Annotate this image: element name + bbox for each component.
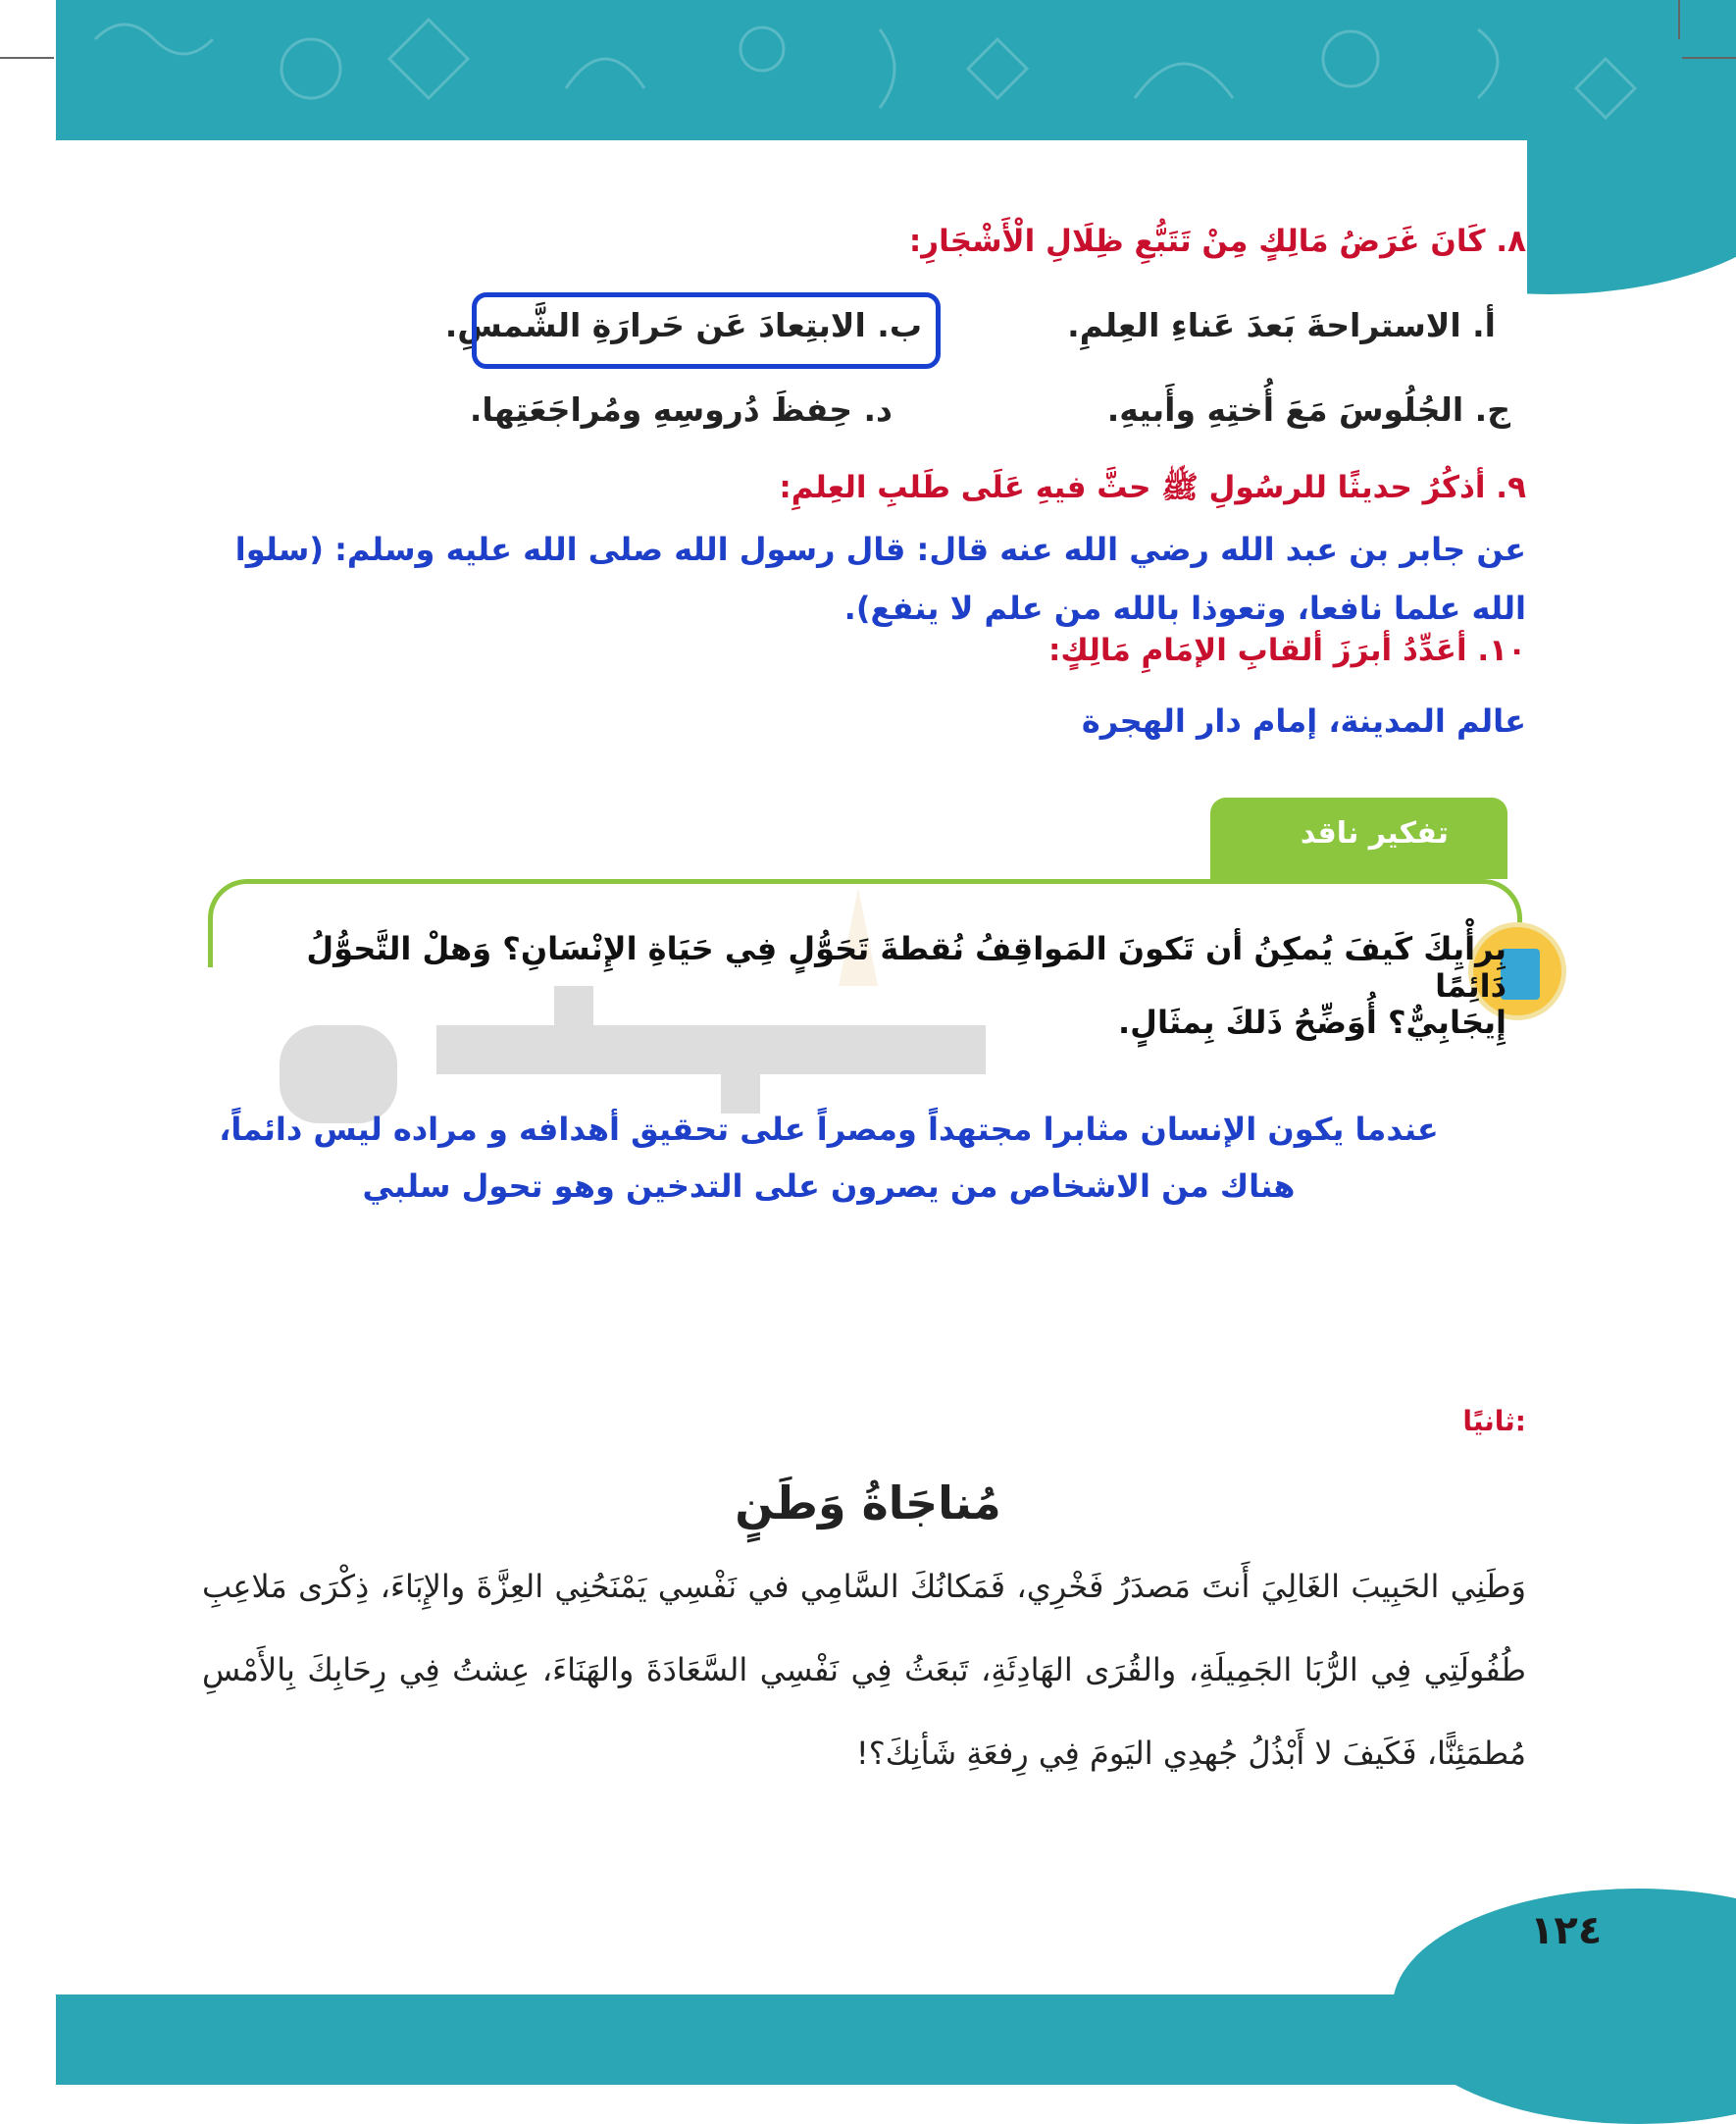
- question-9: ٩. أذكُرُ حديثًا للرسُولِ ﷺ حثَّ فيهِ عَلَى طَلبِ العِلمِ:: [779, 470, 1526, 505]
- critical-question-line2: إِيجَابِيٌّ؟ أُوَضِّحُ ذَلكَ بِمثَالٍ.: [1118, 1004, 1506, 1041]
- footer-band: [56, 1994, 1736, 2085]
- answer-10: عالم المدينة، إمام دار الهجرة: [1081, 702, 1526, 740]
- section-label: ثانيًا:: [1462, 1405, 1526, 1437]
- critical-thinking-label: تفكير ناقد: [1300, 816, 1449, 851]
- critical-thinking-tab: [1210, 798, 1507, 879]
- section-title: مُناجَاةُ وَطَنٍ: [735, 1476, 1001, 1529]
- critical-answer: عندما يكون الإنسان مثابرا مجتهداً ومصراً على تحقيق أهدافه و مراده ليس دائماً، هناك من الاشخاص من يصرون على التدخين وهو تحول سلبي: [219, 1111, 1439, 1205]
- answer-9: عن جابر بن عبد الله رضي الله عنه قال: قال رسول الله صلى الله عليه وسلم: (سلوا الله علما نافعا، وتعوذا بالله من علم لا ينفع).: [234, 531, 1526, 627]
- option-d: د. حِفظَ دُروسِهِ ومُراجَعَتِها.: [469, 390, 893, 429]
- option-a: أ. الاستراحةَ بَعدَ عَناءِ العِلمِ.: [1067, 306, 1496, 344]
- question-10: ١٠. أعَدِّدُ أبرَزَ ألقابِ الإمَامِ مَالِكٍ:: [1048, 633, 1526, 668]
- option-b: ب. الابتِعادَ عَن حَرارَةِ الشَّمسِ.: [444, 306, 922, 344]
- section-paragraph: وَطَنِي الحَبِيبَ الغَالِيَ أَنتَ مَصدَرُ فَخْرِي، فَمَكانُكَ السَّامِي في نَفْسِي يَمْنَحُنِي العِزَّةَ والإِبَاءَ، ذِكْرَى مَلاعِبِ طُفُولَتِي فِي الرُّبَا الجَمِيلَةِ، والقُرَى الهَادِئَةِ، تَبعَثُ فِي نَفْسِي السَّعَادَةَ والهَنَاءَ، عِشتُ فِي رِحَابِكَ بِالأَمْسِ مُطمَئِنًّا، فَكَيفَ لا أَبْذُلُ جُهدِي اليَومَ فِي رِفعَةِ شَأنِكَ؟!: [202, 1568, 1526, 1772]
- critical-question-line1: بِرأْيِكَ كَيفَ يُمكِنُ أن تَكونَ المَواقِفُ نُقطةَ تَحَوُّلٍ فِي حَيَاةِ الإِنْسَانِ؟ وَهلْ التَّحوُّلُ دَائِمًا: [306, 930, 1506, 1005]
- header-pattern: [56, 0, 1736, 140]
- page-number: ١٢٤: [1530, 1908, 1603, 1953]
- selected-answer-box: [472, 292, 941, 369]
- question-8: ٨. كَانَ غَرَضُ مَالِكٍ مِنْ تَتَبُّعِ ظِلَالِ الْأَشْجَارِ:: [908, 224, 1526, 259]
- option-c: ج. الجُلُوسَ مَعَ أُختِهِ وأَبيهِ.: [1106, 390, 1510, 429]
